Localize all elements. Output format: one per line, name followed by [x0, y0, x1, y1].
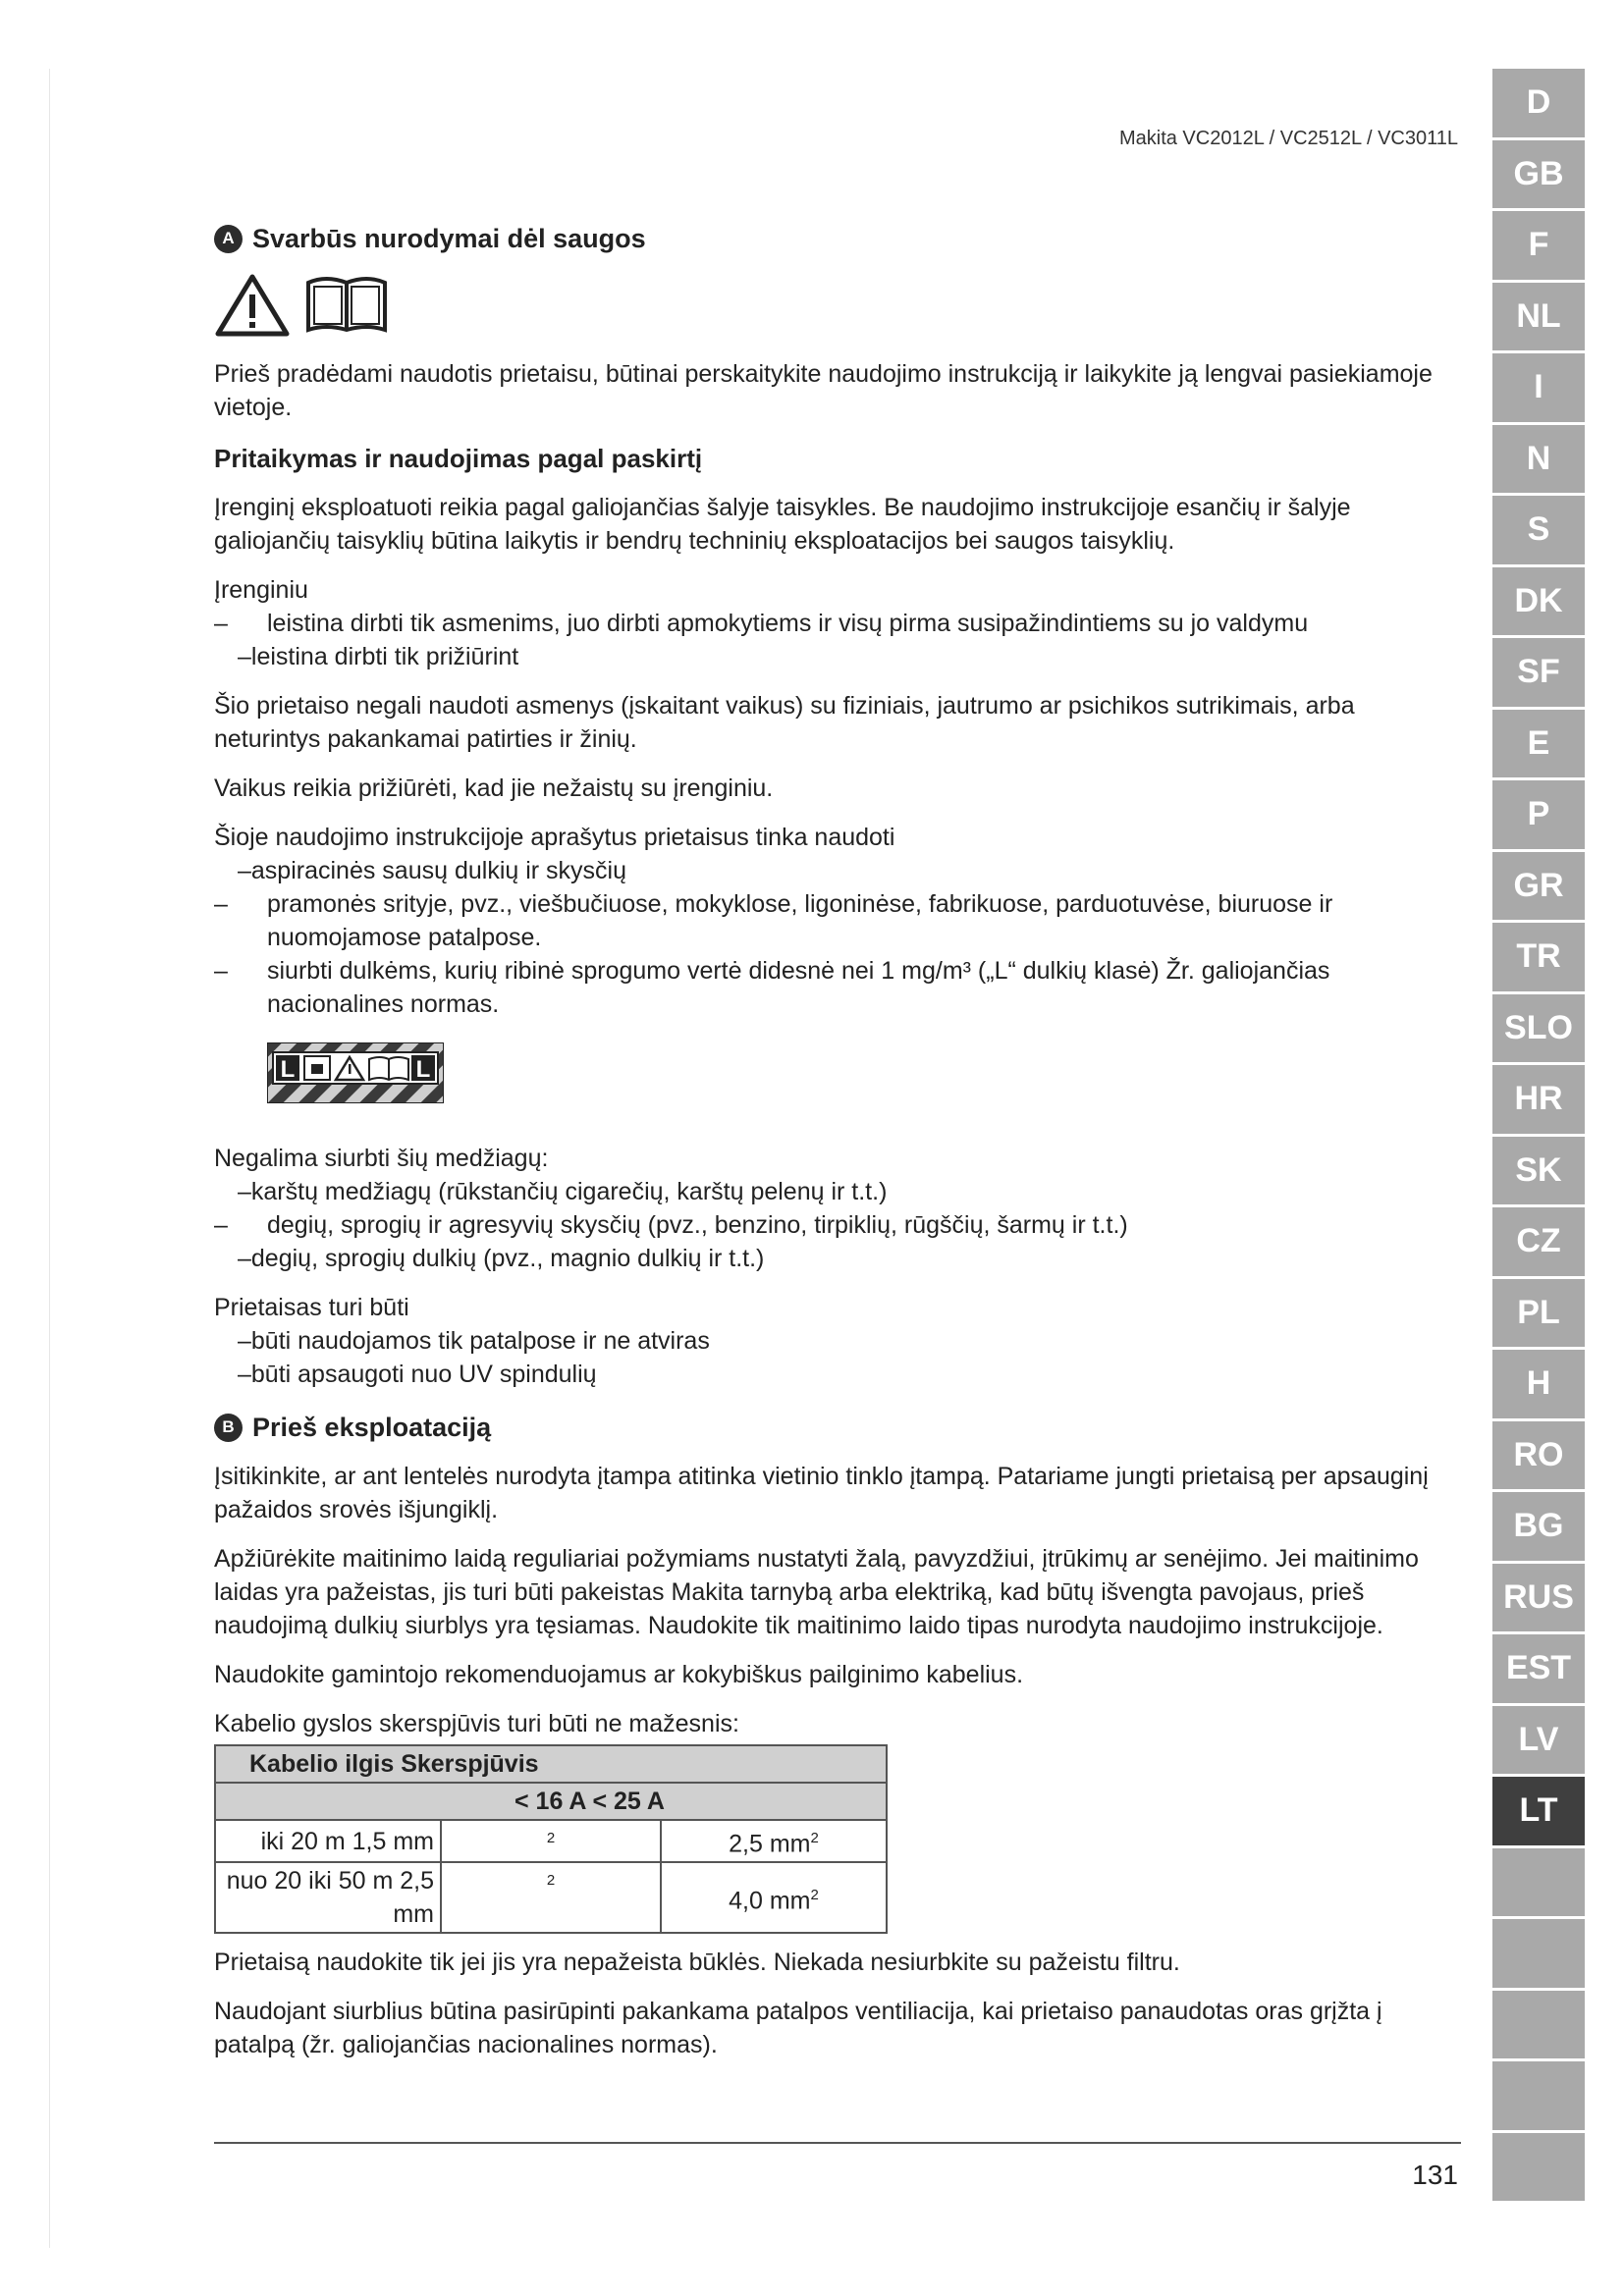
tab-n[interactable]: N [1492, 425, 1585, 497]
tab-i[interactable]: I [1492, 353, 1585, 425]
cable-table [214, 1744, 888, 1934]
tab-gr[interactable]: GR [1492, 852, 1585, 924]
tab-est[interactable]: EST [1492, 1634, 1585, 1706]
table-cell: iki 20 m 1,5 mm [215, 1820, 441, 1862]
tab-dk[interactable]: DK [1492, 567, 1585, 639]
dust-class-l-badge [267, 1042, 444, 1103]
table-cell-value: 2,5 mm [729, 1830, 811, 1858]
requirements-intro: Prietaisas turi būti [214, 1294, 409, 1321]
prohibited-item-2: degių, sprogių ir agresyvių skysčių (pvz., benzino, tirpiklių, rūgščių, šarmų ir t.t.) [267, 1211, 1128, 1239]
section-b-heading [214, 1411, 1461, 1444]
tab-lv[interactable]: LV [1492, 1706, 1585, 1778]
tab-pl[interactable]: PL [1492, 1279, 1585, 1351]
table-cell: nuo 20 iki 50 m 2,5 mm [215, 1862, 441, 1933]
table-cell [661, 1820, 887, 1862]
prohibited-intro: Negalima siurbti šių medžiagų: [214, 1145, 549, 1172]
filter-paragraph: Prietaisą naudokite tik jei jis yra nepažeista būklės. Niekada nesiurbkite su pažeistu filtru. [214, 1949, 1180, 1977]
list-item [214, 607, 1461, 640]
list-dash: – [214, 610, 228, 637]
warning-triangle-icon [214, 273, 291, 338]
table-cell-superscript: 2 [810, 1886, 819, 1903]
page-number: 131 [1412, 2160, 1458, 2190]
list-dash: – [214, 957, 228, 985]
tab-filler [1492, 2133, 1585, 2205]
table-row [215, 1820, 887, 1862]
requirements-item-1: –būti naudojamos tik patalpose ir ne atviras [238, 1327, 710, 1355]
list-item [214, 954, 1461, 1021]
language-tabs [1492, 69, 1585, 2204]
ventilation-paragraph: Naudojant siurblius būtina pasirūpinti pakankama patalpos ventiliacija, kai prietaiso panaudotas oras grįžta į patalpą (žr. galiojančias nacionalines normas). [214, 1998, 1382, 2059]
tab-filler [1492, 2061, 1585, 2133]
safety-icons [214, 271, 1461, 338]
manual-book-icon [304, 273, 389, 338]
operator-item-1: leistina dirbti tik asmenims, juo dirbti apmokytiems ir visų pirma susipažindintiems su jo valdymu [267, 610, 1309, 637]
power-cord-paragraph: Apžiūrėkite maitinimo laidą reguliariai požymiams nustatyti žalą, pavyzdžiui, įtrūkimų ar senėjimo. Jei maitinimo laidas yra pažeistas, jis turi būti pakeistas Makita tarnybą arba elektriką, kad būtų išvengta pavojaus, prieš naudojimą dulkių siurblys yra tęsiamas. Naudokite tik maitinimo laido tipas nurodyta naudojimo instrukcijoje. [214, 1545, 1419, 1639]
table-header-cell: Kabelio ilgis Skerspjūvis [215, 1745, 887, 1783]
tab-sf[interactable]: SF [1492, 638, 1585, 710]
section-a-title: Svarbūs nurodymai dėl saugos [252, 224, 646, 253]
section-b-badge: B [214, 1414, 243, 1442]
prohibited-materials-block [214, 1142, 1461, 1275]
page-margin-line [49, 69, 50, 2248]
table-row [215, 1862, 887, 1933]
device-requirements-block [214, 1291, 1461, 1391]
table-cell: 2 [441, 1820, 661, 1862]
list-dash: – [214, 1211, 228, 1239]
tab-filler [1492, 1919, 1585, 1991]
table-cell [661, 1862, 887, 1933]
table-header-row [215, 1745, 887, 1783]
tab-f[interactable]: F [1492, 211, 1585, 283]
usage-subtitle: Pritaikymas ir naudojimas pagal paskirtį [214, 444, 703, 473]
list-dash: – [214, 890, 228, 918]
table-subheader-row [215, 1783, 887, 1820]
section-b-title: Prieš eksploataciją [252, 1413, 492, 1442]
prohibited-item-1: –karštų medžiagų (rūkstančių cigarečių, karštų pelenų ir t.t.) [238, 1178, 888, 1205]
children-paragraph: Vaikus reikia prižiūrėti, kad jie nežaistų su įrenginiu. [214, 774, 774, 802]
regulations-paragraph: Įrenginį eksploatuoti reikia pagal galiojančias šalyje taisykles. Be naudojimo instrukcijoje esančių ir šalyje galiojančių taisyklių būtina laikytis ir bendrų techninių eksploatacijos bei saugos taisyklių. [214, 494, 1351, 555]
table-subheader-cell: < 16 A < 25 A [215, 1783, 887, 1820]
requirements-item-2: –būti apsaugoti nuo UV spindulių [238, 1361, 597, 1388]
tab-s[interactable]: S [1492, 496, 1585, 567]
tab-p[interactable]: P [1492, 780, 1585, 852]
suitable-use-item-3: siurbti dulkėms, kurių ribinė sprogumo vertė didesnė nei 1 mg/m³ („L“ dulkių klasė) Žr. galiojančias nacionalines normas. [267, 957, 1330, 1018]
voltage-paragraph: Įsitikinkite, ar ant lentelės nurodyta įtampa atitinka vietinio tinklo įtampą. Patariame jungti prietaisą per apsauginį pažaidos srovės išjungiklį. [214, 1463, 1429, 1523]
table-cell-superscript: 2 [810, 1830, 819, 1846]
list-item [214, 887, 1461, 954]
tab-h[interactable]: H [1492, 1350, 1585, 1421]
cable-section-paragraph: Kabelio gyslos skerspjūvis turi būti ne mažesnis: [214, 1710, 739, 1737]
table-cell: 2 [441, 1862, 661, 1933]
tab-lt[interactable]: LT [1492, 1777, 1585, 1848]
operator-item-2: –leistina dirbti tik prižiūrint [238, 643, 519, 670]
tab-ro[interactable]: RO [1492, 1421, 1585, 1493]
tab-hr[interactable]: HR [1492, 1065, 1585, 1137]
section-a-heading [214, 222, 1461, 255]
suitable-use-item-1: –aspiracinės sausų dulkių ir skysčių [238, 857, 627, 884]
tab-rus[interactable]: RUS [1492, 1564, 1585, 1635]
extension-cable-paragraph: Naudokite gamintojo rekomenduojamus ar kokybiškus pailginimo kabelius. [214, 1661, 1024, 1688]
tab-slo[interactable]: SLO [1492, 994, 1585, 1066]
footer-divider [214, 2142, 1461, 2144]
table-cell-value: 4,0 mm [729, 1886, 811, 1914]
tab-e[interactable]: E [1492, 710, 1585, 781]
tab-filler [1492, 1848, 1585, 1920]
tab-nl[interactable]: NL [1492, 283, 1585, 354]
suitable-use-intro: Šioje naudojimo instrukcijoje aprašytus prietaisus tinka naudoti [214, 824, 895, 851]
suitable-use-item-2: pramonės srityje, pvz., viešbučiuose, mokyklose, ligoninėse, fabrikuose, parduotuvėse, biuruose ir nuomojamose patalpose. [267, 890, 1333, 951]
section-a-badge: A [214, 225, 243, 253]
svg-text:L: L [280, 1056, 296, 1083]
document-header: Makita VC2012L / VC2512L / VC3011L [1118, 128, 1458, 149]
restricted-persons-paragraph: Šio prietaiso negali naudoti asmenys (įskaitant vaikus) su fiziniais, jautrumo ar psichikos sutrikimais, arba neturintys pakankamai patirties ir žinių. [214, 692, 1355, 753]
suitable-use-block [214, 821, 1461, 1021]
svg-text:L: L [415, 1056, 431, 1083]
operator-block [214, 573, 1461, 673]
tab-bg[interactable]: BG [1492, 1492, 1585, 1564]
list-item [214, 1208, 1461, 1242]
tab-gb[interactable]: GB [1492, 140, 1585, 212]
tab-cz[interactable]: CZ [1492, 1207, 1585, 1279]
tab-filler [1492, 1991, 1585, 2062]
tab-sk[interactable]: SK [1492, 1137, 1585, 1208]
intro-paragraph: Prieš pradėdami naudotis prietaisu, būtinai perskaitykite naudojimo instrukciją ir laikykite ją lengvai pasiekiamoje vietoje. [214, 360, 1433, 421]
operator-intro: Įrenginiu [214, 576, 308, 604]
prohibited-item-3: –degių, sprogių dulkių (pvz., magnio dulkių ir t.t.) [238, 1245, 765, 1272]
tab-d[interactable]: D [1492, 69, 1585, 140]
tab-tr[interactable]: TR [1492, 923, 1585, 994]
main-content [214, 222, 1461, 2077]
